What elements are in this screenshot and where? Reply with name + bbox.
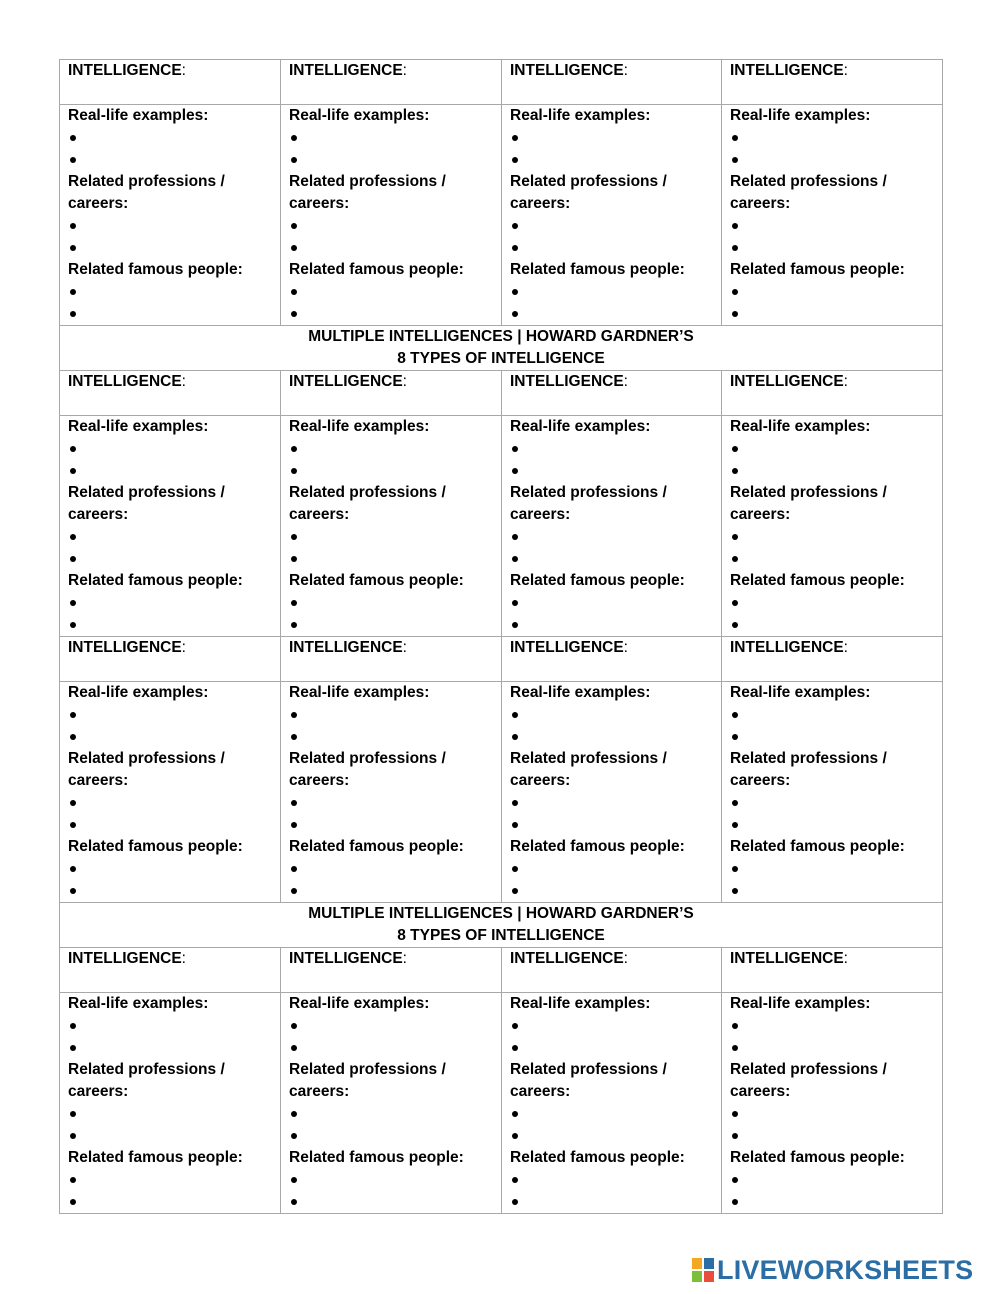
bullet-point bbox=[510, 1125, 713, 1147]
bullet-point bbox=[730, 460, 934, 482]
details-cell[interactable] bbox=[502, 105, 722, 326]
bullet-point bbox=[510, 726, 713, 748]
bullet-point bbox=[730, 237, 934, 259]
bullet-point bbox=[510, 215, 713, 237]
professions-label: Related professions / careers: bbox=[289, 173, 446, 212]
bullet-point bbox=[289, 548, 493, 570]
bullet-point bbox=[730, 526, 934, 548]
bullet-point bbox=[289, 281, 493, 303]
bullet-point bbox=[730, 438, 934, 460]
professions-label: Related professions / careers: bbox=[68, 1061, 225, 1100]
bullet-point bbox=[68, 149, 272, 171]
intelligence-cell[interactable] bbox=[722, 948, 943, 993]
professions-label: Related professions / careers: bbox=[68, 173, 225, 212]
worksheet-heading-line2: 8 TYPES OF INTELLIGENCE bbox=[397, 927, 605, 944]
bullet-point bbox=[730, 1169, 934, 1191]
bullet-point bbox=[68, 726, 272, 748]
professions-label: Related professions / careers: bbox=[289, 1061, 446, 1100]
details-row bbox=[60, 105, 943, 326]
details-cell[interactable] bbox=[281, 105, 502, 326]
bullet-point bbox=[289, 858, 493, 880]
bullet-point bbox=[730, 880, 934, 902]
bullet-point bbox=[289, 1169, 493, 1191]
examples-label: Real-life examples: bbox=[289, 995, 430, 1012]
famous-people-label: Related famous people: bbox=[289, 838, 464, 855]
bullet-point bbox=[68, 548, 272, 570]
bullet-point bbox=[68, 1103, 272, 1125]
professions-label: Related professions / careers: bbox=[68, 484, 225, 523]
details-row bbox=[60, 416, 943, 637]
bullet-point bbox=[289, 1103, 493, 1125]
famous-people-label: Related famous people: bbox=[730, 838, 905, 855]
bullet-point bbox=[289, 149, 493, 171]
details-cell[interactable] bbox=[281, 993, 502, 1214]
bullet-point bbox=[68, 1015, 272, 1037]
professions-label: Related professions / careers: bbox=[510, 484, 667, 523]
professions-label: Related professions / careers: bbox=[289, 484, 446, 523]
professions-label: Related professions / careers: bbox=[68, 750, 225, 789]
intelligence-cell[interactable] bbox=[281, 948, 502, 993]
professions-label: Related professions / careers: bbox=[730, 750, 887, 789]
bullet-point bbox=[289, 460, 493, 482]
details-cell[interactable] bbox=[281, 682, 502, 903]
bullet-point bbox=[289, 215, 493, 237]
famous-people-label: Related famous people: bbox=[68, 572, 243, 589]
famous-people-label: Related famous people: bbox=[730, 261, 905, 278]
professions-label: Related professions / careers: bbox=[730, 484, 887, 523]
details-cell[interactable] bbox=[60, 993, 281, 1214]
bullet-point bbox=[68, 237, 272, 259]
examples-label: Real-life examples: bbox=[730, 418, 871, 435]
intelligence-cell[interactable] bbox=[60, 371, 281, 416]
bullet-point bbox=[510, 281, 713, 303]
details-cell[interactable] bbox=[722, 416, 943, 637]
intelligence-label: INTELLIGENCE bbox=[68, 639, 182, 656]
bullet-point bbox=[68, 1125, 272, 1147]
professions-label: Related professions / careers: bbox=[510, 173, 667, 212]
details-cell[interactable] bbox=[60, 682, 281, 903]
intelligence-colon: : bbox=[623, 62, 628, 79]
bullet-point bbox=[730, 215, 934, 237]
details-cell[interactable] bbox=[502, 682, 722, 903]
intelligence-label: INTELLIGENCE bbox=[730, 62, 844, 79]
intelligence-cell[interactable] bbox=[722, 60, 943, 105]
intelligence-colon: : bbox=[623, 639, 628, 656]
intelligence-colon: : bbox=[623, 373, 628, 390]
examples-label: Real-life examples: bbox=[68, 107, 209, 124]
intelligence-colon: : bbox=[181, 373, 186, 390]
bullet-point bbox=[289, 614, 493, 636]
examples-label: Real-life examples: bbox=[510, 107, 651, 124]
bullet-point bbox=[510, 548, 713, 570]
famous-people-label: Related famous people: bbox=[730, 1149, 905, 1166]
intelligence-cell[interactable] bbox=[502, 637, 722, 682]
examples-label: Real-life examples: bbox=[510, 684, 651, 701]
bullet-point bbox=[730, 726, 934, 748]
bullet-point bbox=[510, 1103, 713, 1125]
bullet-point bbox=[289, 726, 493, 748]
intelligence-cell[interactable] bbox=[60, 60, 281, 105]
worksheet-table bbox=[59, 59, 943, 1214]
famous-people-label: Related famous people: bbox=[510, 838, 685, 855]
bullet-point bbox=[289, 438, 493, 460]
famous-people-label: Related famous people: bbox=[289, 1149, 464, 1166]
bullet-point bbox=[730, 858, 934, 880]
bullet-point bbox=[510, 1191, 713, 1213]
brand-name: LIVEWORKSHEETS bbox=[717, 1254, 974, 1285]
bullet-point bbox=[289, 127, 493, 149]
bullet-point bbox=[510, 303, 713, 325]
examples-label: Real-life examples: bbox=[289, 418, 430, 435]
bullet-point bbox=[510, 704, 713, 726]
bullet-point bbox=[289, 880, 493, 902]
bullet-point bbox=[510, 592, 713, 614]
professions-label: Related professions / careers: bbox=[730, 173, 887, 212]
bullet-point bbox=[510, 792, 713, 814]
bullet-point bbox=[730, 1037, 934, 1059]
details-cell[interactable] bbox=[502, 993, 722, 1214]
intelligence-cell[interactable] bbox=[281, 371, 502, 416]
bullet-point bbox=[510, 237, 713, 259]
bullet-point bbox=[730, 792, 934, 814]
worksheet-heading bbox=[60, 903, 943, 948]
bullet-point bbox=[730, 1125, 934, 1147]
bullet-point bbox=[68, 614, 272, 636]
worksheet-heading-line1: MULTIPLE INTELLIGENCES | HOWARD GARDNER’S bbox=[308, 905, 694, 922]
bullet-point bbox=[730, 592, 934, 614]
intelligence-row bbox=[60, 637, 943, 682]
bullet-point bbox=[289, 1191, 493, 1213]
bullet-point bbox=[68, 460, 272, 482]
professions-label: Related professions / careers: bbox=[510, 1061, 667, 1100]
intelligence-label: INTELLIGENCE bbox=[68, 62, 182, 79]
famous-people-label: Related famous people: bbox=[510, 261, 685, 278]
bullet-point bbox=[68, 303, 272, 325]
intelligence-colon: : bbox=[402, 639, 407, 656]
bullet-point bbox=[730, 704, 934, 726]
examples-label: Real-life examples: bbox=[730, 995, 871, 1012]
bullet-point bbox=[68, 215, 272, 237]
professions-label: Related professions / careers: bbox=[510, 750, 667, 789]
details-cell[interactable] bbox=[281, 416, 502, 637]
bullet-point bbox=[68, 814, 272, 836]
examples-label: Real-life examples: bbox=[730, 107, 871, 124]
bullet-point bbox=[730, 814, 934, 836]
bullet-point bbox=[68, 1169, 272, 1191]
bullet-point bbox=[510, 127, 713, 149]
bullet-point bbox=[289, 1037, 493, 1059]
intelligence-label: INTELLIGENCE bbox=[289, 62, 403, 79]
intelligence-colon: : bbox=[181, 950, 186, 967]
intelligence-label: INTELLIGENCE bbox=[510, 62, 624, 79]
bullet-point bbox=[510, 614, 713, 636]
intelligence-colon: : bbox=[843, 62, 848, 79]
intelligence-label: INTELLIGENCE bbox=[289, 373, 403, 390]
intelligence-cell[interactable] bbox=[60, 637, 281, 682]
professions-label: Related professions / careers: bbox=[289, 750, 446, 789]
examples-label: Real-life examples: bbox=[510, 995, 651, 1012]
intelligence-cell[interactable] bbox=[502, 948, 722, 993]
bullet-point bbox=[68, 438, 272, 460]
bullet-point bbox=[730, 548, 934, 570]
bullet-point bbox=[730, 281, 934, 303]
examples-label: Real-life examples: bbox=[68, 418, 209, 435]
bullet-point bbox=[730, 1103, 934, 1125]
bullet-point bbox=[289, 1125, 493, 1147]
intelligence-cell[interactable] bbox=[60, 948, 281, 993]
bullet-point bbox=[510, 1037, 713, 1059]
bullet-point bbox=[68, 281, 272, 303]
bullet-point bbox=[510, 1015, 713, 1037]
examples-label: Real-life examples: bbox=[289, 107, 430, 124]
worksheet-heading-row bbox=[60, 326, 943, 371]
intelligence-label: INTELLIGENCE bbox=[289, 950, 403, 967]
famous-people-label: Related famous people: bbox=[289, 572, 464, 589]
bullet-point bbox=[289, 592, 493, 614]
famous-people-label: Related famous people: bbox=[68, 261, 243, 278]
intelligence-colon: : bbox=[402, 62, 407, 79]
details-row bbox=[60, 993, 943, 1214]
worksheet-heading-row bbox=[60, 903, 943, 948]
intelligence-cell[interactable] bbox=[281, 60, 502, 105]
bullet-point bbox=[289, 526, 493, 548]
intelligence-colon: : bbox=[623, 950, 628, 967]
bullet-point bbox=[730, 1191, 934, 1213]
intelligence-label: INTELLIGENCE bbox=[510, 639, 624, 656]
intelligence-cell[interactable] bbox=[722, 371, 943, 416]
bullet-point bbox=[510, 880, 713, 902]
details-cell[interactable] bbox=[722, 105, 943, 326]
intelligence-colon: : bbox=[181, 62, 186, 79]
examples-label: Real-life examples: bbox=[730, 684, 871, 701]
intelligence-label: INTELLIGENCE bbox=[68, 950, 182, 967]
intelligence-row bbox=[60, 60, 943, 105]
bullet-point bbox=[289, 303, 493, 325]
details-cell[interactable] bbox=[722, 682, 943, 903]
intelligence-row bbox=[60, 948, 943, 993]
examples-label: Real-life examples: bbox=[289, 684, 430, 701]
intelligence-colon: : bbox=[843, 373, 848, 390]
famous-people-label: Related famous people: bbox=[68, 1149, 243, 1166]
bullet-point bbox=[289, 704, 493, 726]
bullet-point bbox=[68, 792, 272, 814]
details-cell[interactable] bbox=[722, 993, 943, 1214]
intelligence-colon: : bbox=[402, 373, 407, 390]
bullet-point bbox=[510, 814, 713, 836]
bullet-point bbox=[510, 858, 713, 880]
famous-people-label: Related famous people: bbox=[510, 572, 685, 589]
intelligence-label: INTELLIGENCE bbox=[730, 950, 844, 967]
details-cell[interactable] bbox=[60, 105, 281, 326]
famous-people-label: Related famous people: bbox=[730, 572, 905, 589]
intelligence-label: INTELLIGENCE bbox=[510, 373, 624, 390]
famous-people-label: Related famous people: bbox=[289, 261, 464, 278]
bullet-point bbox=[289, 1015, 493, 1037]
intelligence-label: INTELLIGENCE bbox=[730, 373, 844, 390]
details-row bbox=[60, 682, 943, 903]
bullet-point bbox=[510, 149, 713, 171]
details-cell[interactable] bbox=[60, 416, 281, 637]
bullet-point bbox=[730, 1015, 934, 1037]
worksheet-heading bbox=[60, 326, 943, 371]
details-cell[interactable] bbox=[502, 416, 722, 637]
bullet-point bbox=[510, 526, 713, 548]
bullet-point bbox=[68, 858, 272, 880]
intelligence-colon: : bbox=[402, 950, 407, 967]
intelligence-label: INTELLIGENCE bbox=[68, 373, 182, 390]
intelligence-label: INTELLIGENCE bbox=[730, 639, 844, 656]
intelligence-colon: : bbox=[843, 950, 848, 967]
bullet-point bbox=[68, 704, 272, 726]
famous-people-label: Related famous people: bbox=[68, 838, 243, 855]
intelligence-cell[interactable] bbox=[502, 60, 722, 105]
intelligence-row bbox=[60, 371, 943, 416]
examples-label: Real-life examples: bbox=[68, 995, 209, 1012]
examples-label: Real-life examples: bbox=[510, 418, 651, 435]
intelligence-colon: : bbox=[843, 639, 848, 656]
intelligence-colon: : bbox=[181, 639, 186, 656]
bullet-point bbox=[730, 127, 934, 149]
professions-label: Related professions / careers: bbox=[730, 1061, 887, 1100]
intelligence-cell[interactable] bbox=[502, 371, 722, 416]
bullet-point bbox=[510, 1169, 713, 1191]
bullet-point bbox=[510, 460, 713, 482]
liveworksheets-brand bbox=[692, 1254, 992, 1286]
worksheet-heading-line2: 8 TYPES OF INTELLIGENCE bbox=[397, 350, 605, 367]
intelligence-label: INTELLIGENCE bbox=[289, 639, 403, 656]
bullet-point bbox=[68, 1191, 272, 1213]
liveworksheets-logo-icon bbox=[692, 1258, 714, 1282]
intelligence-cell[interactable] bbox=[281, 637, 502, 682]
bullet-point bbox=[68, 526, 272, 548]
bullet-point bbox=[730, 303, 934, 325]
bullet-point bbox=[68, 592, 272, 614]
worksheet-heading-line1: MULTIPLE INTELLIGENCES | HOWARD GARDNER’S bbox=[308, 328, 694, 345]
intelligence-label: INTELLIGENCE bbox=[510, 950, 624, 967]
intelligence-cell[interactable] bbox=[722, 637, 943, 682]
bullet-point bbox=[730, 614, 934, 636]
famous-people-label: Related famous people: bbox=[510, 1149, 685, 1166]
bullet-point bbox=[730, 149, 934, 171]
bullet-point bbox=[289, 814, 493, 836]
bullet-point bbox=[68, 1037, 272, 1059]
bullet-point bbox=[289, 792, 493, 814]
examples-label: Real-life examples: bbox=[68, 684, 209, 701]
bullet-point bbox=[289, 237, 493, 259]
bullet-point bbox=[68, 880, 272, 902]
bullet-point bbox=[68, 127, 272, 149]
bullet-point bbox=[510, 438, 713, 460]
